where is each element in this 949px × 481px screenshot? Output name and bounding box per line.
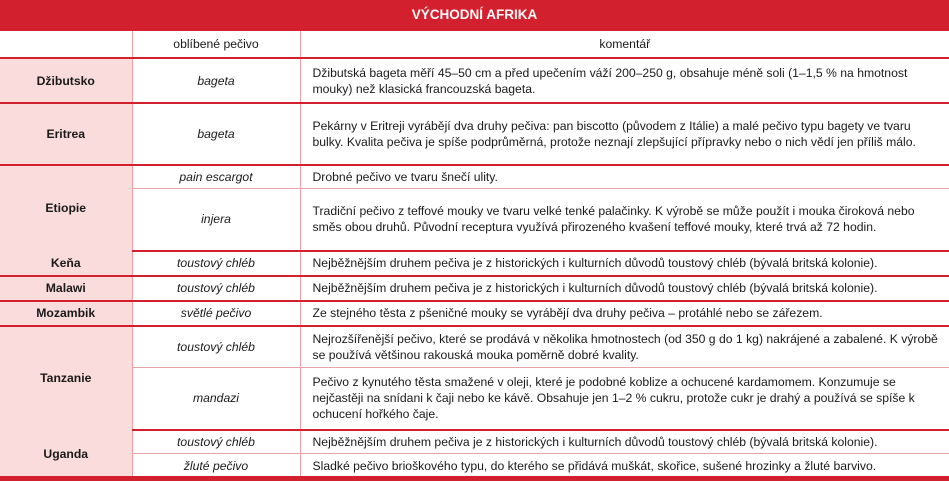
- country-cell: Keňa: [0, 251, 132, 276]
- pastry-cell: pain escargot: [132, 165, 300, 189]
- table-row: [0, 301, 949, 326]
- country-cell: Mozambik: [0, 301, 132, 326]
- comment-cell: Ze stejného těsta z pšeničné mouky se vyrábějí dva druhy pečiva – protáhlé nebo se zářezem.: [300, 301, 949, 326]
- comment-cell: Nejběžnějším druhem pečiva je z historických i kulturních důvodů toustový chléb (bývalá britská kolonie).: [300, 430, 949, 454]
- country-cell: Eritrea: [0, 103, 132, 165]
- comment-cell: Džibutská bageta měří 45–50 cm a před upečením váží 200–250 g, obsahuje méně soli (1–1,5 % na hmotnost mouky) než klasická francouzská bageta.: [300, 58, 949, 103]
- comment-cell: Pečivo z kynutého těsta smažené v oleji, které je podobné koblize a ochucené kardamomem. Konzumuje se nejčastěji na snídani k čaji nebo ke kávě. Obsahuje jen 1–2 % cukru, protože cukr je drahý a používá se spíše k ochucení hořkého čaje.: [300, 368, 949, 430]
- country-cell: Uganda: [0, 430, 132, 478]
- comment-cell: Tradiční pečivo z teffové mouky ve tvaru velké tenké palačinky. K výrobě se může použít i mouka čiroková nebo směs obou druhů. Původní receptura využívá přirozeného kvašení teffové mouky, které trvá až 72 hodin.: [300, 189, 949, 251]
- table-row: [0, 189, 949, 251]
- comment-cell: Nejrozšířenější pečivo, které se prodává v několika hmotnostech (od 350 g do 1 kg) nakrájené a zabalené. K výrobě se používá většinou rakouská mouka poměrně dobré kvality.: [300, 326, 949, 368]
- pastry-cell: žluté pečivo: [132, 454, 300, 478]
- comment-cell: Drobné pečivo ve tvaru šnečí ulity.: [300, 165, 949, 189]
- table-row: [0, 276, 949, 301]
- pastry-cell: světlé pečivo: [132, 301, 300, 326]
- comment-cell: Pekárny v Eritreji vyrábějí dva druhy pečiva: pan biscotto (původem z Itálie) a malé pečivo typu bagety ve tvaru bulky. Kvalita pečiva je spíše podprůměrná, protože neznají zlepšující přípravky nebo o nich vědí jen příliš málo.: [300, 103, 949, 165]
- table-title: VÝCHODNÍ AFRIKA: [0, 0, 949, 30]
- pastry-cell: bageta: [132, 58, 300, 103]
- table-row: [0, 103, 949, 165]
- pastry-cell: toustový chléb: [132, 251, 300, 276]
- comment-cell: Nejběžnějším druhem pečiva je z historických i kulturních důvodů toustový chléb (bývalá britská kolonie).: [300, 251, 949, 276]
- table-row: [0, 368, 949, 430]
- table-row: [0, 430, 949, 454]
- table-row: [0, 454, 949, 478]
- pastry-cell: mandazi: [132, 368, 300, 430]
- pastry-cell: toustový chléb: [132, 430, 300, 454]
- country-cell: Malawi: [0, 276, 132, 301]
- table-row: [0, 165, 949, 189]
- comment-cell: Sladké pečivo brioškového typu, do kterého se přidává muškát, skořice, sušené hrozinky a žluté barvivo.: [300, 454, 949, 478]
- country-cell: Džibutsko: [0, 58, 132, 103]
- table-row: [0, 58, 949, 103]
- country-cell: Tanzanie: [0, 326, 132, 430]
- pastry-cell: bageta: [132, 103, 300, 165]
- pastry-cell: toustový chléb: [132, 276, 300, 301]
- header-country: [0, 30, 132, 58]
- pastry-cell: toustový chléb: [132, 326, 300, 368]
- header-row: [0, 30, 949, 58]
- table-row: [0, 326, 949, 368]
- comment-cell: Nejběžnějším druhem pečiva je z historických i kulturních důvodů toustový chléb (bývalá britská kolonie).: [300, 276, 949, 301]
- country-cell: Etiopie: [0, 165, 132, 251]
- header-pastry: oblíbené pečivo: [132, 30, 300, 58]
- table-row: [0, 251, 949, 276]
- pastry-cell: injera: [132, 189, 300, 251]
- bottom-rule: [0, 476, 949, 481]
- title-row: [0, 0, 949, 30]
- header-comment: komentář: [300, 30, 949, 58]
